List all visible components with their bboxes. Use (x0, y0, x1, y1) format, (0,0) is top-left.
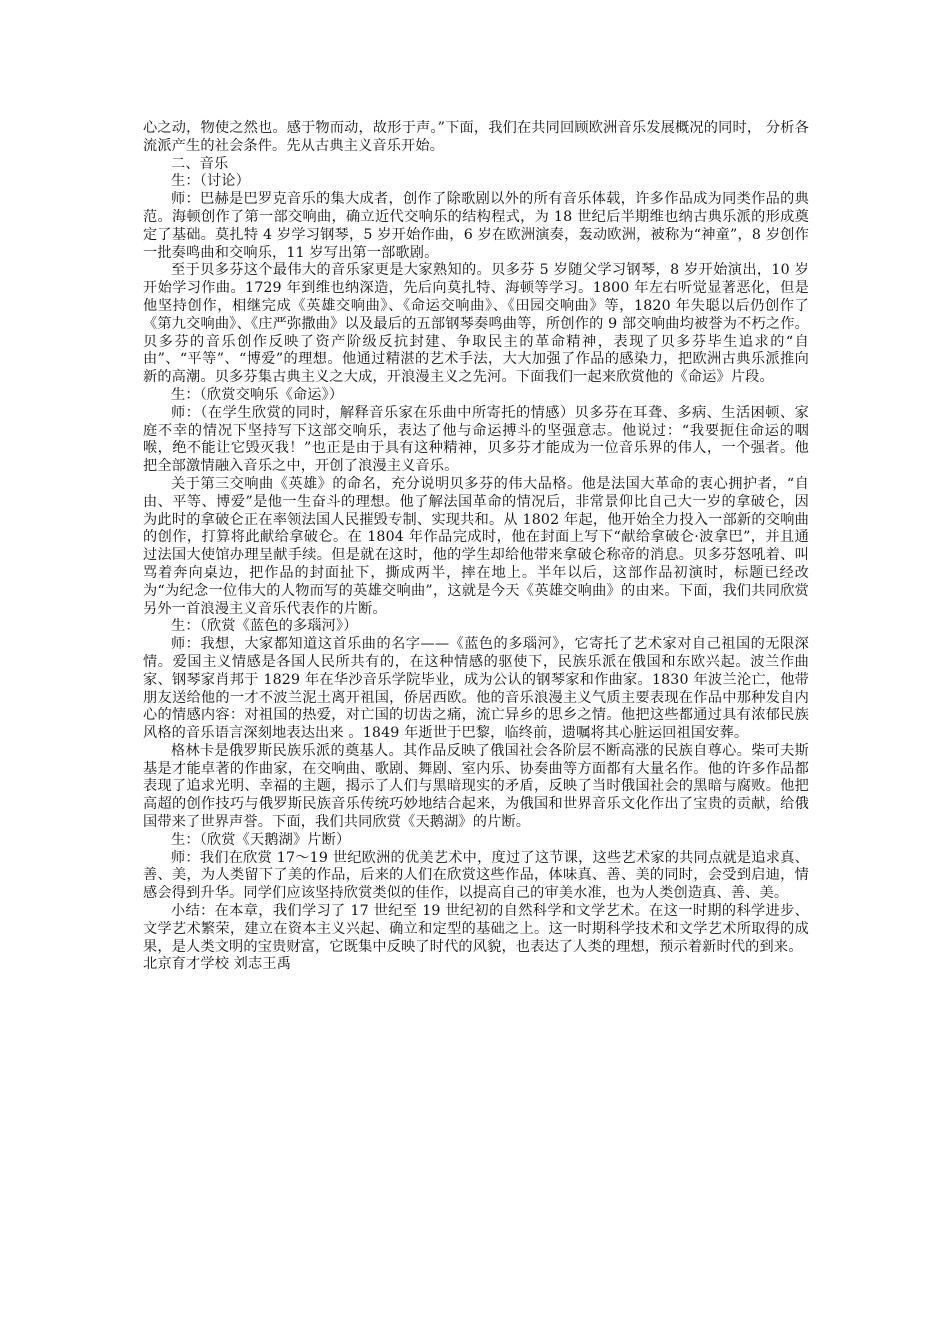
paragraph-student-fate: 生：（欣赏交响乐《命运》） (171, 386, 344, 403)
paragraph-student-danube: 生：（欣赏《蓝色的多瑙河》） (171, 618, 358, 635)
paragraph-intro-continuation: 心之动，物使之然也。感于物而动，故形于声。”下面，我们在共同回顾欧洲音乐发展概况的同时， 分析各流派产生的社会条件。先从古典主义音乐开始。 (143, 120, 809, 154)
paragraph-teacher-conclusion: 师：我们在欣赏 17～19 世纪欧洲的优美艺术中，度过了这节课，这些艺术家的共同点就是追求真、善、美，为人类留下了美的作品，后来的人们在欣赏这些作品，体味真、善、美的同时，会受到启迪，情感会得到升华。同学们应该坚持欣赏类似的佳作，以提高自己的审美水准，也为人类创造真、善、美。 (143, 849, 809, 902)
paragraph-beethoven: 至于贝多芬这个最伟大的音乐家更是大家熟知的。贝多芬 5 岁随父学习钢琴，8 岁开始演出，10 岁开始学习作曲。1729 年到维也纳深造，先后向莫扎特、海顿等学习。1800 年左右听觉显著恶化，但是他坚持创作，相继完成《英雄交响曲》、《命运交响曲》、《田园交响曲》等，1820 年失聪以后仍创作了《第九交响曲》、《庄严弥撒曲》以及最后的五部钢琴奏鸣曲等，所创作的 9 部交响曲均被誉为不朽之作。贝多芬的音乐创作反映了资产阶级反抗封建、争取民主的革命精神，表现了贝多芬毕生追求的“自由”、“平等”、“博爱”的理想。他通过精湛的艺术手法，大大加强了作品的感染力，把欧洲古典乐派推向新的高潮。贝多芬集古典主义之大成，开浪漫主义之先河。下面我们一起来欣赏他的《命运》片段。 (143, 262, 809, 386)
paragraph-summary: 小结：在本章，我们学习了 17 世纪至 19 世纪初的自然科学和文学艺术。在这一时期的科学进步、文学艺术繁荣，建立在资本主义兴起、确立和定型的基础之上。这一时期科学技术和文学艺术所取得的成果，是人类文明的宝贵财富，它既集中反映了时代的风貌，也表达了人类的理想，预示着新时代的到来。 (143, 903, 809, 955)
paragraph-eroica: 关于第三交响曲《英雄》的命名，充分说明贝多芬的伟大品格。他是法国大革命的衷心拥护者，“自由、平等、博爱”是他一生奋斗的理想。他了解法国革命的情况后，非常景仰比自己大一岁的拿破仑，因为此时的拿破仑正在率领法国人民摧毁专制、实现共和。从 1802 年起，他开始全力投入一部新的交响曲的创作，打算将此献给拿破仑。在 1804 年作品完成时，他在封面上写下“献给拿破仑·波拿巴”，并且通过法国大使馆办理呈献手续。但是就在这时，他的学生却给他带来拿破仑称帝的消息。贝多芬怒吼着、叫骂着奔向桌边，把作品的封面扯下，撕成两半，摔在地上。半年以后，这部作品初演时，标题已经改为“为纪念一位伟大的人物而写的英雄交响曲”，这就是今天《英雄交响曲》的由来。下面，我们共同欣赏另外一首浪漫主义音乐代表作的片断。 (143, 475, 809, 617)
paragraph-teacher-fate: 师：（在学生欣赏的同时，解释音乐家在乐曲中所寄托的情感）贝多芬在耳聋、多病、生活困顿、家庭不幸的情况下坚持写下这部交响乐，表达了他与命运搏斗的坚强意志。他说过：“我要扼住命运的咽喉，绝不能让它毁灭我！”也正是由于具有这种精神，贝多芬才能成为一位音乐界的伟人，一个强者。他把全部激情融入音乐之中，开创了浪漫主义音乐。 (143, 404, 809, 475)
paragraph-danube-chopin: 师：我想，大家都知道这首乐曲的名字——《蓝色的多瑙河》，它寄托了艺术家对自己祖国的无限深情。爱国主义情感是各国人民所共有的，在这种情感的驱使下，民族乐派在俄国和东欧兴起。波兰作曲家、钢琴家肖邦于 1829 年在华沙音乐学院毕业，成为公认的钢琴家和作曲家。1830 年波兰沦亡，他带朋友送给他的一才不波兰泥土离开祖国，侨居西欧。他的音乐浪漫主义气质主要表现在作品中那种发自内心的情感内容：对祖国的热爱，对亡国的切齿之痛，流亡异乡的思乡之情。他把这些都通过具有浓郁民族风格的音乐语言深刻地表达出来 。1849 年逝世于巴黎，临终前，遗嘱将其心脏运回祖国安葬。 (143, 636, 809, 742)
document-body (143, 120, 809, 974)
signature: 北京育才学校 刘志王禹 (143, 956, 292, 973)
section-heading-music: 二、音乐 (171, 155, 229, 172)
paragraph-student-swan-lake: 生：（欣赏《天鹅湖》片断） (171, 831, 351, 848)
paragraph-student-discussion: 生：（讨论） (171, 173, 250, 190)
paragraph-glinka-tchaikovsky: 格林卡是俄罗斯民族乐派的奠基人。其作品反映了俄国社会各阶层不断高涨的民族自尊心。柴可夫斯基是才能卓著的作曲家，在交响曲、歌剧、舞剧、室内乐、协奏曲等方面都有大量名作。他的许多作品都表现了追求光明、幸福的主题，揭示了人们与黑暗现实的矛盾，反映了当时俄国社会的黑暗与腐败。他把高超的创作技巧与俄罗斯民族音乐传统巧妙地结合起来，为俄国和世界音乐文化作出了宝贵的贡献，给俄国带来了世界声誉。下面，我们共同欣赏《天鹅湖》的片断。 (143, 742, 809, 831)
paragraph-bach-haydn-mozart: 师：巴赫是巴罗克音乐的集大成者，创作了除歌剧以外的所有音乐体载，许多作品成为同类作品的典范。海顿创作了第一部交响曲，确立近代交响乐的结构程式，为 18 世纪后半期维也纳古典乐派的形成奠定了基础。莫扎特 4 岁学习钢琴，5 岁开始作曲，6 岁在欧洲演奏，轰动欧洲，被称为“神童”，8 岁创作一批奏鸣曲和交响乐，11 岁写出第一部歌剧。 (143, 191, 809, 261)
